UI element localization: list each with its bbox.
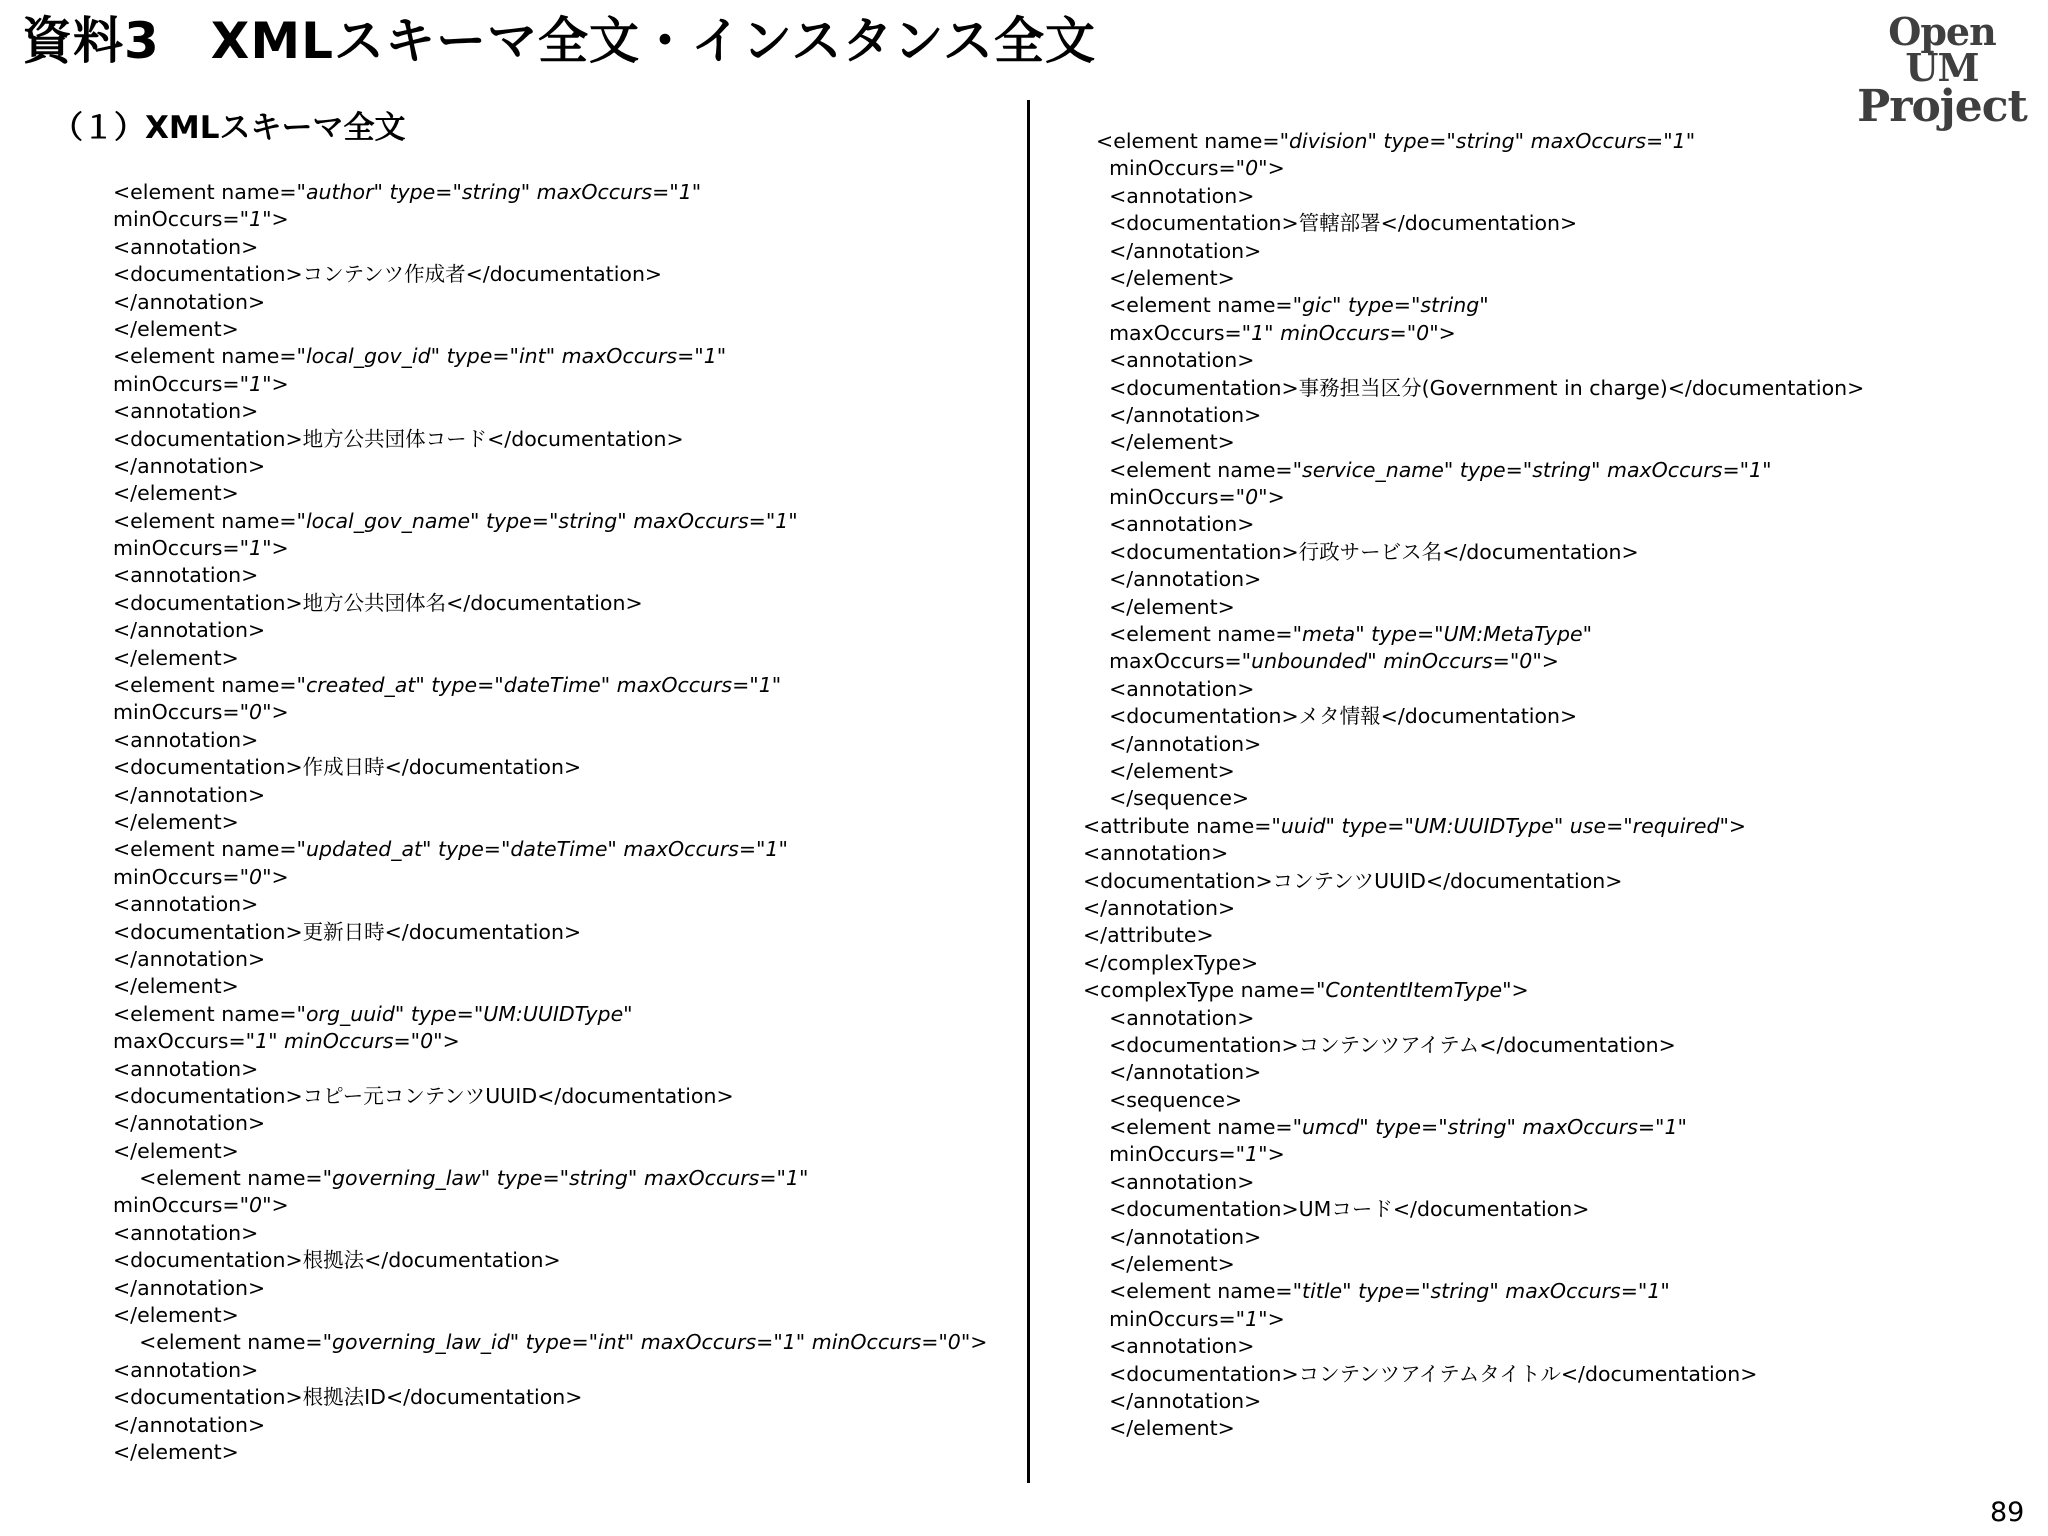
code-line (113, 234, 987, 261)
code-text: <documentation>コンテンツUUID</documentation> (1083, 868, 1623, 893)
code-attribute-values: 1"> (1245, 1142, 1285, 1167)
code-line (113, 1110, 987, 1137)
code-text: </annotation> (1083, 1388, 1262, 1413)
code-attribute-values: 1"> (249, 207, 289, 232)
code-attribute-values: division" type="string" maxOccurs="1" (1289, 129, 1696, 153)
code-line (113, 1192, 987, 1219)
code-text: <element name=" (1083, 129, 1290, 153)
code-line (113, 453, 987, 480)
code-text: minOccurs=" (113, 371, 250, 396)
code-line (1083, 347, 1864, 374)
code-text: </annotation> (113, 1412, 266, 1437)
code-text: <documentation>更新日時</documentation> (113, 919, 582, 944)
code-line (1083, 1032, 1864, 1059)
code-text: </annotation> (1083, 895, 1236, 920)
code-text: <annotation> (1083, 676, 1255, 701)
code-text: </annotation> (113, 1275, 266, 1300)
code-line (1083, 484, 1864, 511)
code-text: </element> (113, 1439, 239, 1464)
column-divider (1027, 100, 1030, 1483)
code-text: <complexType name=" (1083, 978, 1326, 1003)
code-line (113, 316, 987, 343)
code-text: </annotation> (113, 782, 266, 807)
code-attribute-values: title" type="string" maxOccurs="1" (1302, 1279, 1670, 1304)
code-text: <annotation> (113, 1056, 259, 1081)
code-attribute-values: 0"> (249, 864, 289, 889)
code-line (1083, 1278, 1864, 1305)
code-attribute-values: gic" type="string" (1302, 293, 1489, 318)
code-text: <annotation> (113, 892, 259, 917)
code-text: <documentation>行政サービス名</documentation> (1083, 539, 1639, 564)
code-line (1083, 621, 1864, 648)
code-text: </element> (1083, 594, 1235, 619)
code-line (1083, 402, 1864, 429)
code-line (113, 782, 987, 809)
code-text: </annotation> (113, 453, 266, 478)
code-attribute-values: 0"> (1245, 156, 1285, 181)
code-line (113, 508, 987, 535)
code-text: <documentation>作成日時</documentation> (113, 755, 582, 780)
code-line (113, 891, 987, 918)
code-text: </element> (113, 809, 239, 834)
code-line (1083, 1306, 1864, 1333)
code-line (1083, 676, 1864, 703)
code-text: minOccurs=" (113, 207, 250, 232)
code-text: </element> (113, 974, 239, 999)
code-text: <element name=" (113, 1166, 333, 1191)
code-line (1083, 511, 1864, 538)
code-text: </element> (113, 1303, 239, 1328)
code-text: <annotation> (1083, 1005, 1255, 1030)
code-line (1083, 895, 1864, 922)
code-line (1083, 813, 1864, 840)
code-text: <documentation>コピー元コンテンツUUID</documentation> (113, 1083, 734, 1108)
code-text: <element name=" (1083, 622, 1303, 647)
code-text: <annotation> (1083, 1169, 1255, 1194)
code-line (1083, 128, 1864, 155)
code-line (1083, 1005, 1864, 1032)
code-text: </element> (1083, 758, 1235, 783)
code-line (1083, 731, 1864, 758)
code-line (1083, 429, 1864, 456)
code-text: <element name=" (113, 344, 306, 369)
code-line (1083, 1333, 1864, 1360)
code-line (1083, 265, 1864, 292)
code-text: </annotation> (1083, 1060, 1262, 1085)
code-text: <documentation>コンテンツアイテム</documentation> (1083, 1032, 1676, 1057)
code-text: <documentation>地方公共団体コード</documentation> (113, 426, 684, 451)
code-line (113, 1083, 987, 1110)
code-line (1083, 155, 1864, 182)
code-line (1083, 375, 1864, 402)
code-attribute-values: 0"> (249, 1193, 289, 1218)
code-text: <annotation> (1083, 841, 1229, 866)
code-line (113, 1028, 987, 1055)
code-attribute-values: local_gov_name" type="string" maxOccurs="1" (305, 508, 798, 533)
code-line (113, 1001, 987, 1028)
code-text: </element> (1083, 265, 1235, 290)
code-line (113, 261, 987, 288)
code-text: </annotation> (113, 946, 266, 971)
code-line (1083, 594, 1864, 621)
code-text: <element name=" (113, 1001, 306, 1026)
code-text: <documentation>管轄部署</documentation> (1083, 211, 1578, 236)
code-line (1083, 758, 1864, 785)
code-line (1083, 1251, 1864, 1278)
code-text: </annotation> (1083, 238, 1262, 263)
code-line (113, 1329, 987, 1356)
logo-line-1: Open UM (1888, 9, 1996, 91)
code-line (113, 973, 987, 1000)
code-line (1083, 1388, 1864, 1415)
code-text: </element> (113, 1138, 239, 1163)
page-number: 89 (1990, 1497, 2025, 1528)
code-line (1083, 1196, 1864, 1223)
page-title: 資料3 XMLスキーマ全文・インスタンス全文 (22, 12, 1096, 70)
code-line (1083, 183, 1864, 210)
code-attribute-values: umcd" type="string" maxOccurs="1" (1302, 1115, 1687, 1140)
code-text: <documentation>地方公共団体名</documentation> (113, 590, 643, 615)
code-text: <element name=" (1083, 1115, 1303, 1140)
code-text: </annotation> (113, 289, 266, 314)
code-attribute-values: local_gov_id" type="int" maxOccurs="1" (305, 344, 727, 369)
code-line (113, 289, 987, 316)
code-attribute-values: ContentItemType"> (1325, 978, 1529, 1003)
code-attribute-values: 1"> (1245, 1306, 1285, 1331)
code-text: <element name=" (113, 180, 306, 204)
code-attribute-values: governing_law_id" type="int" maxOccurs="1" minOccurs="0"> (332, 1330, 988, 1355)
code-text: minOccurs=" (1083, 1142, 1246, 1167)
code-text: <element name=" (113, 837, 306, 862)
code-line (113, 1384, 987, 1411)
code-line (113, 1357, 987, 1384)
code-text: <documentation>UMコード</documentation> (1083, 1197, 1590, 1222)
code-text: </sequence> (1083, 786, 1250, 811)
code-attribute-values: org_uuid" type="UM:UUIDType" (305, 1001, 633, 1026)
code-line (113, 179, 987, 206)
code-text: <annotation> (1083, 183, 1255, 208)
code-line (1083, 1169, 1864, 1196)
code-line (113, 1056, 987, 1083)
code-attribute-values: 1"> (249, 536, 289, 561)
code-line (113, 645, 987, 672)
code-text: <documentation>メタ情報</documentation> (1083, 704, 1578, 729)
code-line (113, 1302, 987, 1329)
code-text: maxOccurs=" (1083, 320, 1252, 345)
code-line (113, 617, 987, 644)
code-text: minOccurs=" (1083, 1306, 1246, 1331)
code-text: </annotation> (1083, 402, 1262, 427)
code-text: </element> (113, 645, 239, 670)
code-text: minOccurs=" (1083, 485, 1246, 510)
code-line (113, 864, 987, 891)
code-line (113, 206, 987, 233)
code-line (1083, 320, 1864, 347)
code-text: minOccurs=" (113, 1193, 250, 1218)
code-text: <documentation>根拠法ID</documentation> (113, 1385, 583, 1410)
code-text: </annotation> (113, 1111, 266, 1136)
code-text: </element> (1083, 1252, 1235, 1277)
code-line (113, 727, 987, 754)
code-text: <annotation> (113, 1220, 259, 1245)
code-line (113, 1412, 987, 1439)
code-text: </annotation> (113, 618, 266, 643)
code-line (1083, 1114, 1864, 1141)
code-line (1083, 1087, 1864, 1114)
code-text: <element name=" (1083, 293, 1303, 318)
code-line (1083, 840, 1864, 867)
code-text: <annotation> (113, 399, 259, 424)
code-line (113, 1138, 987, 1165)
code-attribute-values: 0"> (1245, 485, 1285, 510)
code-line (1083, 922, 1864, 949)
code-attribute-values: 0"> (249, 700, 289, 725)
code-attribute-values: created_at" type="dateTime" maxOccurs="1" (305, 673, 782, 698)
code-line (113, 562, 987, 589)
code-attribute-values: unbounded" minOccurs="0"> (1251, 649, 1559, 674)
code-text: <annotation> (113, 234, 259, 259)
xml-schema-left-column (113, 179, 987, 1466)
code-line (1083, 1141, 1864, 1168)
code-line (113, 1275, 987, 1302)
code-attribute-values: service_name" type="string" maxOccurs="1" (1302, 457, 1772, 482)
code-text: <annotation> (113, 727, 259, 752)
code-line (1083, 292, 1864, 319)
code-text: <sequence> (1083, 1087, 1243, 1112)
logo-line-2: Project (1857, 81, 2027, 133)
code-text: <annotation> (1083, 1334, 1255, 1359)
code-line (1083, 977, 1864, 1004)
code-text: <element name=" (113, 673, 306, 698)
code-line (113, 535, 987, 562)
code-line (1083, 648, 1864, 675)
open-um-project-logo (1852, 9, 2032, 133)
code-text: <element name=" (1083, 1279, 1303, 1304)
code-text: </element> (113, 481, 239, 506)
code-line (1083, 457, 1864, 484)
code-text: </annotation> (1083, 567, 1262, 592)
code-line (1083, 1224, 1864, 1251)
code-line (1083, 1059, 1864, 1086)
code-text: <documentation>コンテンツアイテムタイトル</documentation> (1083, 1361, 1758, 1386)
code-line (113, 426, 987, 453)
code-text: <documentation>コンテンツ作成者</documentation> (113, 262, 663, 287)
code-line (113, 398, 987, 425)
code-text: minOccurs=" (113, 864, 250, 889)
code-text: minOccurs=" (113, 700, 250, 725)
code-line (1083, 1361, 1864, 1388)
code-text: minOccurs=" (113, 536, 250, 561)
code-text: <element name=" (113, 1330, 333, 1355)
code-line (113, 343, 987, 370)
code-text: <annotation> (113, 563, 259, 588)
code-text: maxOccurs=" (1083, 649, 1252, 674)
code-line (113, 919, 987, 946)
code-text: </element> (1083, 430, 1235, 455)
code-text: </element> (113, 316, 239, 341)
code-attribute-values: 1" minOccurs="0"> (255, 1029, 460, 1054)
code-line (1083, 566, 1864, 593)
code-line (1083, 703, 1864, 730)
code-text: </annotation> (1083, 731, 1262, 756)
code-line (113, 1165, 987, 1192)
code-text: maxOccurs=" (113, 1029, 256, 1054)
code-line (113, 1247, 987, 1274)
code-line (113, 836, 987, 863)
code-text: <element name=" (113, 508, 306, 533)
code-text: <documentation>根拠法</documentation> (113, 1248, 561, 1273)
code-text: <element name=" (1083, 457, 1303, 482)
code-text: <attribute name=" (1083, 813, 1281, 838)
code-line (1083, 785, 1864, 812)
code-line (1083, 210, 1864, 237)
code-text: <annotation> (113, 1357, 259, 1382)
code-line (1083, 238, 1864, 265)
code-text: </complexType> (1083, 950, 1259, 975)
section-heading: （１）XMLスキーマ全文 (52, 110, 406, 146)
code-line (113, 809, 987, 836)
code-line (113, 371, 987, 398)
code-line (113, 1439, 987, 1466)
code-text: minOccurs=" (1083, 156, 1246, 181)
code-text: </annotation> (1083, 1224, 1262, 1249)
code-line (113, 480, 987, 507)
code-attribute-values: updated_at" type="dateTime" maxOccurs="1" (305, 837, 788, 862)
code-text: </attribute> (1083, 923, 1214, 948)
code-attribute-values: governing_law" type="string" maxOccurs="1" (332, 1166, 809, 1191)
xml-schema-right-column (1083, 128, 1864, 1443)
code-line (1083, 950, 1864, 977)
code-line (113, 699, 987, 726)
code-attribute-values: 1" minOccurs="0"> (1251, 320, 1456, 345)
code-text: <annotation> (1083, 348, 1255, 373)
code-text: </element> (1083, 1416, 1235, 1441)
code-line (113, 672, 987, 699)
code-text: <annotation> (1083, 512, 1255, 537)
code-line (1083, 539, 1864, 566)
code-line (113, 1220, 987, 1247)
code-text: <documentation>事務担当区分(Government in charge)</documentation> (1083, 375, 1865, 400)
code-line (113, 946, 987, 973)
code-attribute-values: uuid" type="UM:UUIDType" use="required"> (1280, 813, 1747, 838)
code-attribute-values: meta" type="UM:MetaType" (1302, 622, 1592, 647)
code-line (1083, 1415, 1864, 1442)
code-line (113, 754, 987, 781)
code-attribute-values: 1"> (249, 371, 289, 396)
code-line (1083, 868, 1864, 895)
code-attribute-values: author" type="string" maxOccurs="1" (305, 180, 702, 204)
code-line (113, 590, 987, 617)
